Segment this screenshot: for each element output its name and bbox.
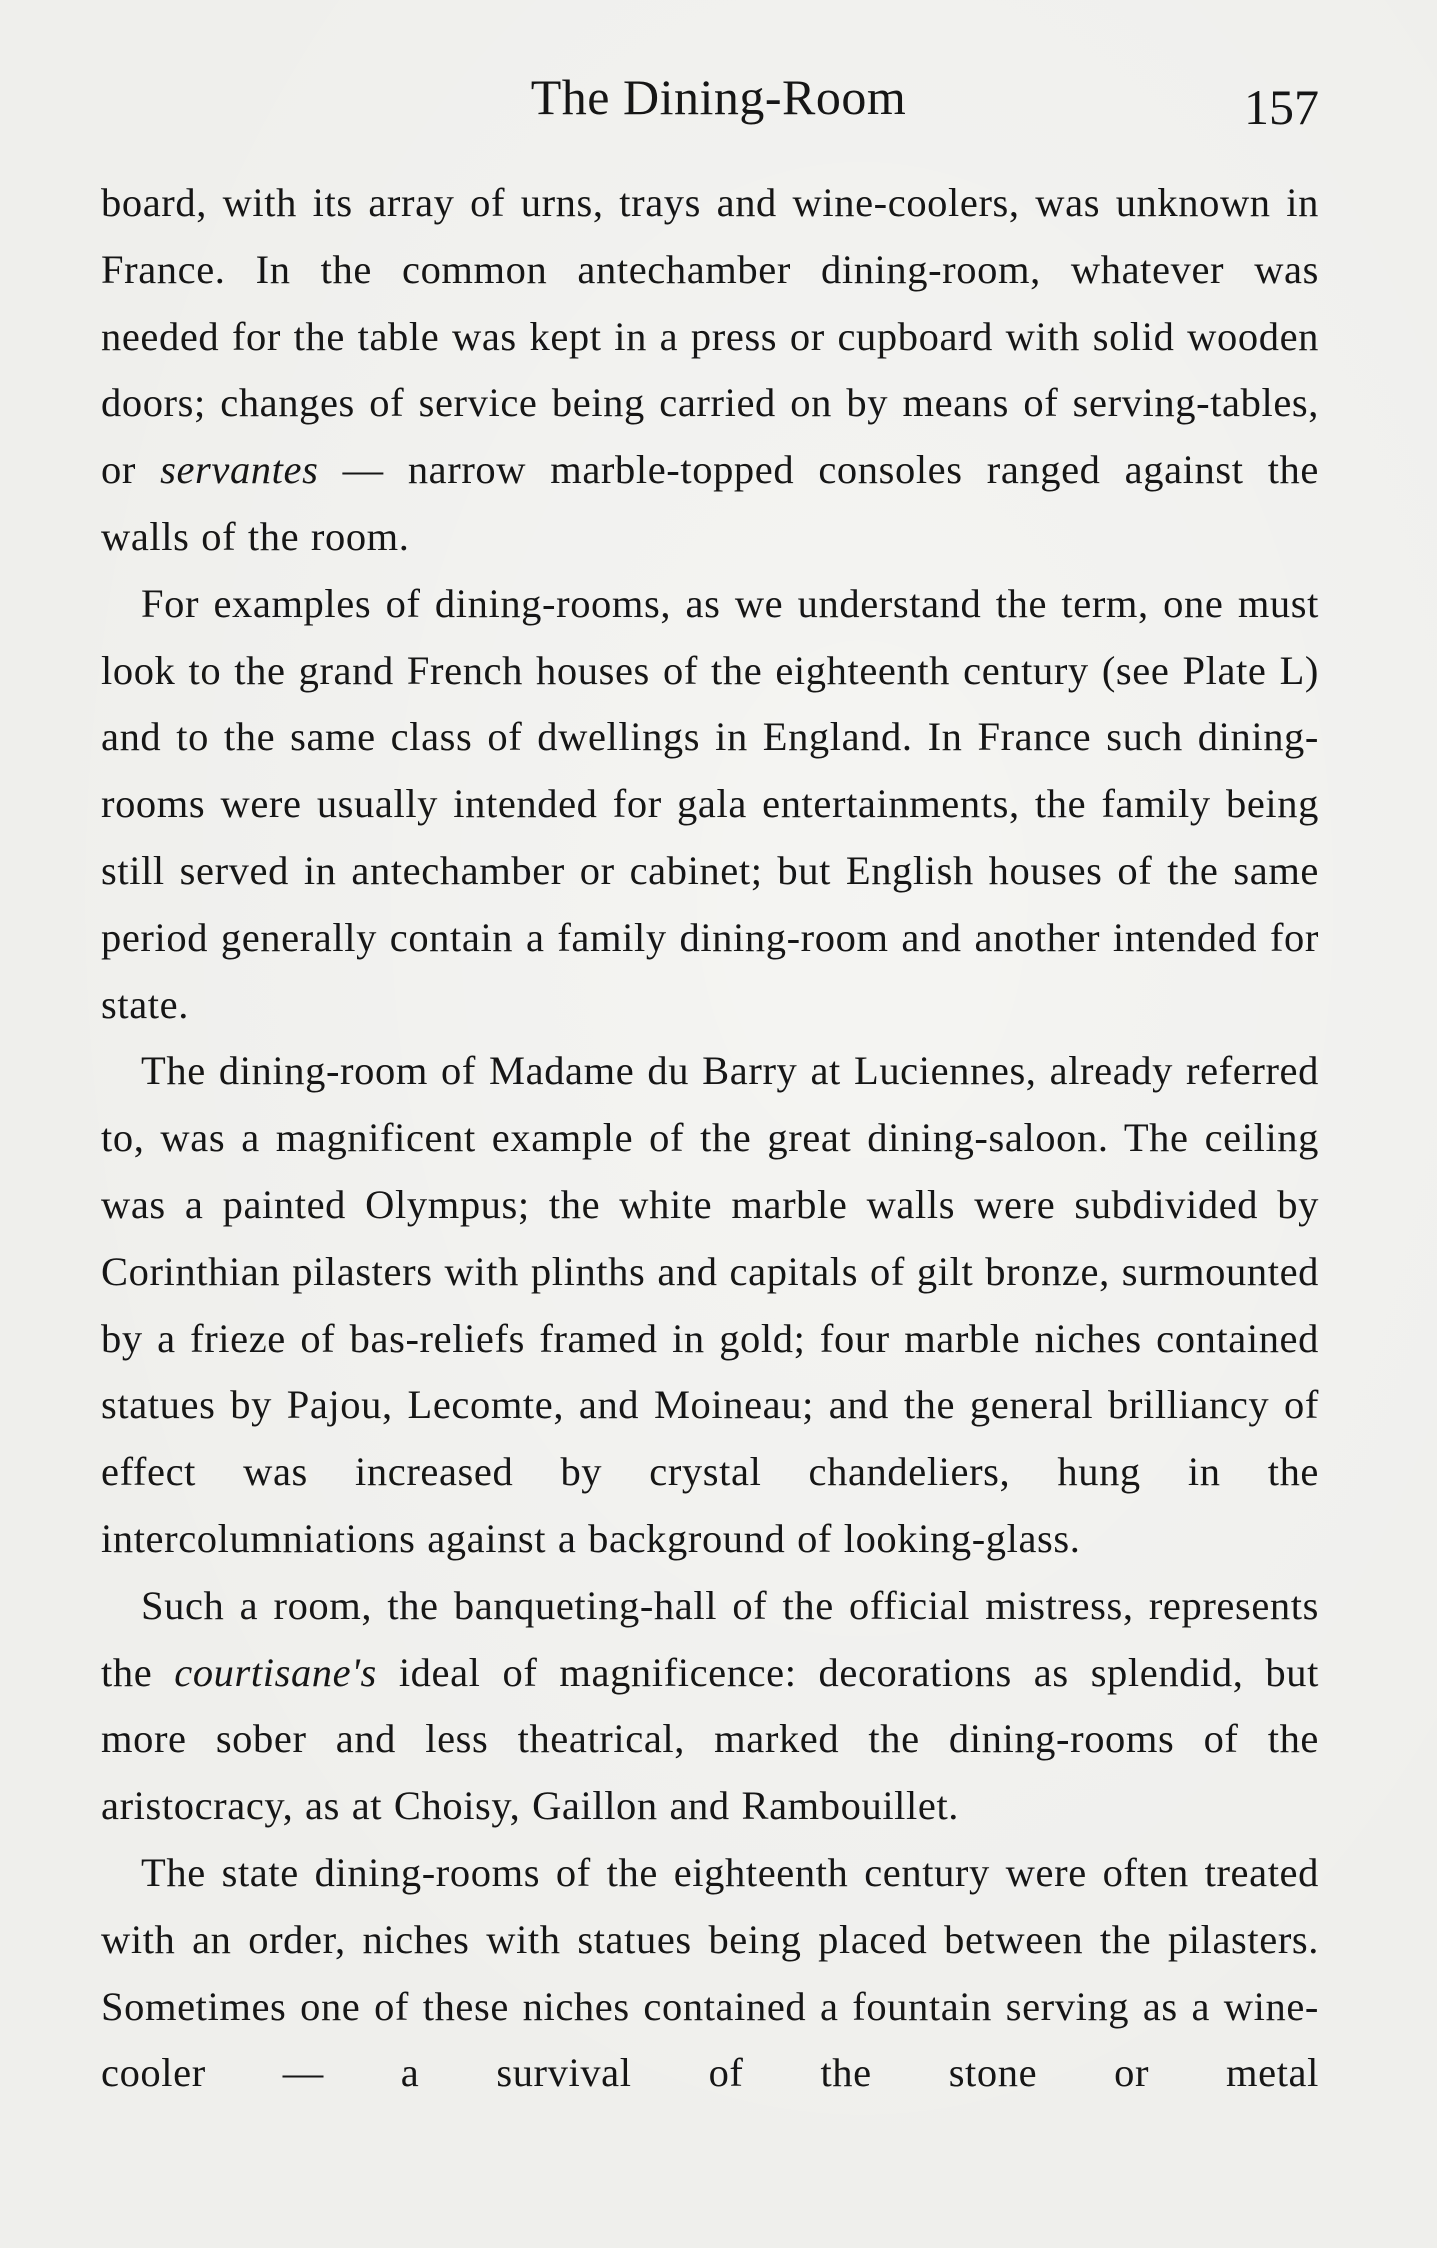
chapter-title: The Dining-Room: [530, 69, 907, 125]
paragraph-1-text-b: — narrow marble-topped consoles ranged against the walls of the room.: [101, 447, 1319, 559]
paragraph-5: The state dining-rooms of the eighteenth century were often treated with an order, niches with statues being placed between the pilasters. Sometimes one of these niches contained a fountain serving as a wine-cooler — a survival of the stone or metal: [101, 1849, 1319, 2096]
paragraph-4-text-a: Such a room, the banqueting-hall of the official mistress, represents the: [101, 1582, 1319, 1695]
paragraph-4-text-b: ideal of magnificence: decorations as splendid, but more sober and less theatrical, marked the dining-rooms of the aristocracy, as at Choisy, Gaillon and Rambouillet.: [101, 1649, 1319, 1829]
running-header: [0, 62, 1437, 135]
page-number: 157: [1244, 79, 1319, 135]
paragraph-4-italic-courtisanes: courtisane's: [174, 1649, 377, 1695]
paragraph-1-italic-servantes: servantes: [160, 447, 319, 493]
paragraph-1-text-a: board, with its array of urns, trays and wine-coolers, was unknown in France. In the common antechamber dining-room, whatever was needed for the table was kept in a press or cupboard with solid wooden doors; changes of service being carried on by means of serving-tables, or: [101, 180, 1319, 493]
paragraph-4: [101, 1573, 1319, 1840]
paragraph-2: For examples of dining-rooms, as we understand the term, one must look to the grand French houses of the eighteenth century (see Plate L) and to the same class of dwellings in England. In France such dining-rooms were usually intended for gala entertainments, the family being still served in antechamber or cabinet; but English houses of the same period generally contain a family dining-room and another intended for state.: [101, 580, 1319, 1027]
paragraph-1: [101, 170, 1319, 571]
body-text: [101, 170, 1319, 2210]
paragraph-3: The dining-room of Madame du Barry at Luciennes, already referred to, was a magnificent example of the great dining-saloon. The ceiling was a painted Olympus; the white marble walls were subdivided by Corinthian pilasters with plinths and capitals of gilt bronze, surmounted by a frieze of bas-reliefs framed in gold; four marble niches contained statues by Pajou, Lecomte, and Moineau; and the general brilliancy of effect was increased by crystal chandeliers, hung in the intercolumniations against a background of looking-glass.: [101, 1048, 1319, 1561]
